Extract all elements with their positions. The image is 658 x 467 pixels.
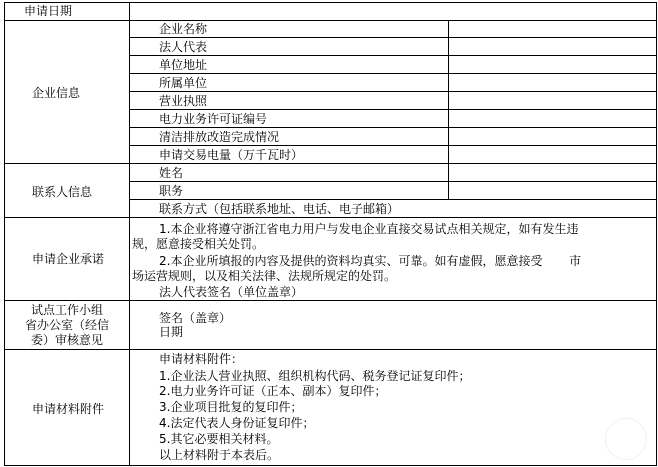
column-divider: [656, 2, 657, 466]
legal-representative-label: 法人代表: [159, 40, 208, 54]
business-license-label: 营业执照: [159, 94, 208, 108]
power-license-number-label: 电力业务许可证编号: [159, 112, 268, 126]
row-divider: [129, 55, 657, 56]
row-divider: [129, 73, 657, 74]
attachments-label: 申请材料附件: [32, 402, 105, 416]
review-label-line: 委）审核意见: [30, 333, 103, 347]
row-divider: [129, 145, 657, 146]
row-divider: [129, 199, 657, 200]
contact-method-label: 联系方式（包括联系地址、电话、电子邮箱）: [159, 202, 400, 216]
contact-title-label: 职务: [159, 184, 184, 198]
review-signature-label: 签名（盖章）: [159, 311, 232, 325]
row-divider: [129, 127, 657, 128]
column-divider: [448, 20, 449, 200]
row-divider: [129, 109, 657, 110]
company-address-label: 单位地址: [159, 58, 208, 72]
parent-unit-label: 所属单位: [159, 76, 208, 90]
company-info-label: 企业信息: [32, 86, 81, 100]
attachment-item: 3.企业项目批复的复印件；: [159, 400, 303, 414]
review-label-line: 试点工作小组: [30, 303, 103, 317]
clean-emission-status-label: 清洁排放改造完成情况: [159, 130, 280, 144]
faint-watermark-seal: [605, 418, 647, 460]
attachments-heading: 申请材料附件：: [159, 352, 244, 366]
attachment-item: 1.企业法人营业执照、组织机构代码、税务登记证复印件；: [159, 369, 471, 383]
apply-date-value-cell[interactable]: [130, 3, 656, 20]
commitment-line: 1.本企业将遵守浙江省电力用户与发电企业直接交易试点相关规定，如有发生违: [159, 222, 579, 236]
attachment-item: 5.其它必要相关材料。: [159, 432, 279, 446]
attachments-footer: 以上材料附于本表后。: [159, 448, 280, 462]
attachment-item: 2.电力业务许可证（正本、副本）复印件；: [159, 384, 387, 398]
contact-name-label: 姓名: [159, 166, 184, 180]
column-divider: [129, 2, 130, 466]
row-divider: [4, 300, 657, 301]
commitment-line: 规，愿意接受相关处罚。: [132, 237, 265, 251]
commitment-line: 2.本企业所填报的内容及提供的资料均真实、可靠。如有虚假，愿意接受 市: [159, 254, 582, 268]
apply-date-label: 申请日期: [24, 4, 73, 18]
contact-info-label: 联系人信息: [32, 185, 93, 199]
row-divider: [4, 465, 657, 466]
requested-energy-label: 申请交易电量（万千瓦时）: [159, 148, 304, 162]
commitment-line: 场运营规则，以及相关法律、法规所规定的处罚。: [132, 269, 397, 283]
row-divider: [4, 349, 657, 350]
review-label-line: 省办公室（经信: [24, 318, 109, 332]
row-divider: [4, 217, 657, 218]
row-divider: [4, 163, 657, 164]
column-divider: [4, 2, 5, 466]
commitment-label: 申请企业承诺: [32, 252, 105, 266]
row-divider: [129, 37, 657, 38]
attachment-item: 4.法定代表人身份证复印件；: [159, 416, 315, 430]
row-divider: [129, 181, 657, 182]
company-name-label: 企业名称: [159, 22, 208, 36]
legal-rep-signature-label: 法人代表签名（单位盖章）: [159, 285, 304, 299]
review-date-label: 日期: [159, 325, 184, 339]
row-divider: [4, 20, 657, 21]
row-divider: [129, 91, 657, 92]
